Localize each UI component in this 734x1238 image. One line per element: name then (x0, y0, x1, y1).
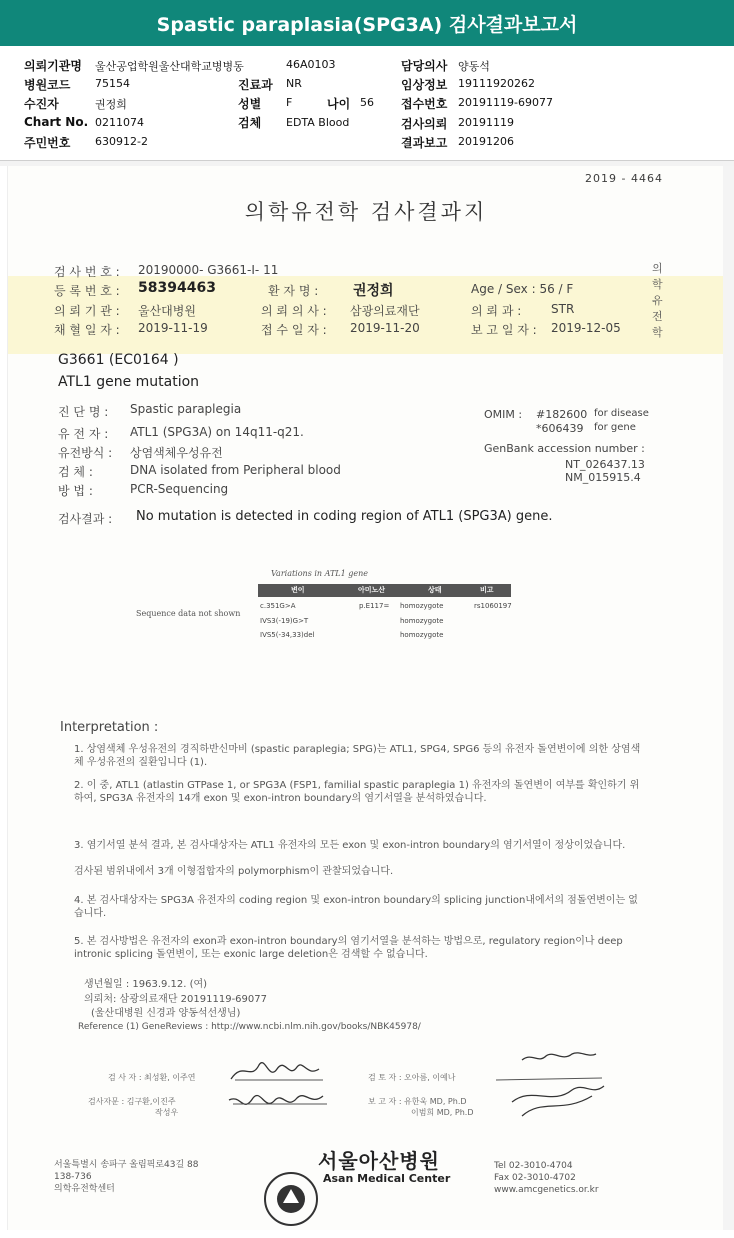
document-number: 2019 - 4464 (585, 172, 663, 185)
scan-title: 의학유전학 검사결과지 (244, 200, 488, 224)
signature-label-2: 검사자문 : 김구환,이진주 (88, 1097, 176, 1106)
doctor-value: 양동석 (458, 60, 490, 73)
report-date-value: 2019-12-05 (551, 321, 621, 335)
hospital-logo-english: Asan Medical Center (323, 1172, 451, 1185)
hospital-code-label: 병원코드 (24, 78, 71, 92)
rrn-value: 630912-2 (95, 135, 148, 148)
inheritance-label: 유전방식 : (58, 446, 113, 460)
vt-header-amino: 아미노산 (358, 586, 386, 594)
doctor-label: 담당의사 (401, 59, 448, 73)
request-value: 20191119 (458, 116, 514, 129)
patient-name-value: 권정희 (353, 283, 394, 299)
department-label: 진료과 (238, 78, 273, 92)
sequence-note: Sequence data not shown (136, 609, 241, 618)
test-no-value: 20190000- G3661-I- 11 (138, 263, 279, 277)
omim-label: OMIM : (484, 408, 523, 421)
result-text: No mutation is detected in coding region of ATL1 (SPG3A) gene. (136, 509, 553, 524)
interpretation-4: 4. 본 검사대상자는 SPG3A 유전자의 coding region 및 exon-intron boundary의 splicing junction내에서의 점돌연변이는 없습니다. (74, 895, 638, 919)
diagnosis-label: 진 단 명 : (58, 405, 109, 419)
table-cell: c.351G>A (260, 602, 296, 610)
signature-label-4: 보 고 자 : 유한욱 MD, Ph.D (368, 1097, 467, 1106)
test-name: ATL1 gene mutation (58, 374, 200, 390)
institution-value: 울산공업학원울산대학교병병동 (95, 60, 244, 73)
interpretation-3b: 검사된 범위내에서 3개 이형접합자의 polymorphism이 관찰되었습니다. (74, 866, 394, 877)
telephone: Tel 02-3010-4704 (494, 1161, 573, 1171)
website: www.amcgenetics.or.kr (494, 1185, 599, 1195)
genbank-2: NM_015915.4 (565, 471, 641, 484)
variation-title: Variations in ATL1 gene (271, 569, 368, 578)
test-code: G3661 (EC0164 ) (58, 352, 179, 368)
table-cell: rs1060197 (474, 602, 512, 610)
vt-header-note: 비고 (480, 586, 494, 594)
genbank-label: GenBank accession number : (484, 442, 645, 455)
table-cell: IVS5(-34,33)del (260, 631, 315, 639)
inst-value: 울산대병원 (138, 304, 196, 318)
report-date-label: 보 고 일 자 : (471, 323, 537, 337)
result-label: 검사결과 : (58, 512, 113, 526)
table-cell: homozygote (400, 602, 444, 610)
clinical-value: 19111920262 (458, 77, 535, 90)
interpretation-5: 5. 본 검사방법은 유전자의 exon과 exon-intron boundary의 염기서열을 분석하는 방법으로, regulatory region이나 deep intronic splicing 돌연변이, 또는 exonic large deletion은 검색할 수 없습니다. (74, 936, 623, 960)
scanned-report (7, 166, 723, 1230)
specimen-label: 검체 (238, 116, 262, 130)
hospital-code-value: 75154 (95, 77, 130, 90)
side-vertical-text: 의학유전학 (652, 262, 663, 339)
table-cell: IVS3(-19)G>T (260, 617, 309, 625)
genbank-1: NT_026437.13 (565, 458, 645, 471)
chart-label: Chart No. (24, 115, 89, 129)
signature-label-4-sub: 이범희 MD, Ph.D (411, 1108, 474, 1117)
clinical-label: 임상정보 (401, 78, 448, 92)
method-value: PCR-Sequencing (130, 482, 229, 496)
omim-disease: #182600 (536, 408, 588, 421)
dept-value: STR (551, 302, 575, 316)
omim-gene-note: for gene (594, 422, 636, 433)
reg-no-value: 58394463 (138, 280, 216, 296)
department-value: NR (286, 77, 302, 90)
vt-header-status: 상태 (428, 586, 442, 594)
inheritance-value: 상염색체우성유전 (130, 446, 223, 460)
patient-name-label: 환 자 명 : (268, 284, 319, 298)
test-no-label: 검 사 번 호 : (54, 265, 120, 279)
draw-date-value: 2019-11-19 (138, 321, 208, 335)
report-title: Spastic paraplasia(SPG3A) 검사결과보고서 (0, 0, 734, 46)
receipt-date-value: 2019-11-20 (350, 321, 420, 335)
rrn-label: 주민번호 (24, 136, 71, 150)
scan-edge (723, 166, 734, 1230)
report-label: 결과보고 (401, 136, 448, 150)
signature-label-3: 검 토 자 : 오아름, 이예나 (368, 1073, 456, 1082)
scan-doctor-value: 삼광의료재단 (350, 304, 420, 318)
scan-doctor-label: 의 뢰 의 사 : (261, 304, 327, 318)
table-cell: p.E117= (359, 602, 390, 610)
age-label: 나이 (327, 97, 351, 111)
age-sex: Age / Sex : 56 / F (471, 282, 574, 296)
signature-3 (492, 1046, 612, 1126)
signature-label-1: 검 사 자 : 최성환, 이주연 (108, 1073, 196, 1082)
address-1: 서울특별시 송파구 올림픽로43길 88 (54, 1160, 199, 1170)
patient-info-panel (0, 46, 734, 161)
address-3: 의학유전학센터 (54, 1184, 115, 1194)
interpretation-3: 3. 염기서열 분석 결과, 본 검사대상자는 ATL1 유전자의 모든 exon 및 exon-intron boundary의 염기서열이 정상이었습니다. (74, 840, 626, 851)
request-label: 검사의뢰 (401, 117, 448, 131)
patient-label: 수진자 (24, 97, 59, 111)
requester-sub: (울산대병원 신경과 양동석선생님) (91, 1008, 241, 1019)
interpretation-1: 1. 상염색체 우성유전의 경직하반신마비 (spastic paraplegia; SPG)는 ATL1, SPG4, SPG6 등의 유전자 돌연변이에 의한 상염색체 우성유전의 질환입니다 (1). (74, 744, 641, 768)
omim-gene: *606439 (536, 422, 584, 435)
interpretation-title: Interpretation : (60, 720, 159, 735)
method-label: 방 법 : (58, 484, 93, 498)
draw-date-label: 채 혈 일 자 : (54, 323, 120, 337)
address-2: 138-736 (54, 1172, 92, 1182)
gene-label: 유 전 자 : (58, 427, 109, 441)
age-value: 56 (360, 96, 374, 109)
hospital-logo-korean: 서울아산병원 (318, 1149, 440, 1173)
diagnosis-value: Spastic paraplegia (130, 402, 242, 416)
receipt-no-value: 20191119-69077 (458, 96, 553, 109)
asan-foundation-seal-icon (263, 1171, 319, 1227)
table-cell: homozygote (400, 631, 444, 639)
report-value: 20191206 (458, 135, 514, 148)
signature-2 (223, 1084, 333, 1120)
omim-disease-note: for disease (594, 408, 649, 419)
gene-value: ATL1 (SPG3A) on 14q11-q21. (130, 425, 304, 439)
scan-specimen-label: 검 체 : (58, 465, 93, 479)
institution-code: 46A0103 (286, 58, 336, 71)
receipt-date-label: 접 수 일 자 : (261, 323, 327, 337)
dept-label: 의 뢰 과 : (471, 304, 522, 318)
sex-label: 성별 (238, 97, 262, 111)
scan-specimen-value: DNA isolated from Peripheral blood (130, 463, 341, 477)
fax: Fax 02-3010-4702 (494, 1173, 576, 1183)
vt-header-variant: 변이 (291, 586, 305, 594)
signature-label-2-sub: 작성우 (155, 1108, 179, 1117)
table-cell: homozygote (400, 617, 444, 625)
institution-label: 의뢰기관명 (24, 59, 82, 73)
receipt-no-label: 접수번호 (401, 97, 448, 111)
sex-value: F (286, 96, 293, 109)
patient-value: 권정희 (95, 98, 127, 111)
specimen-value: EDTA Blood (286, 116, 350, 129)
chart-value: 0211074 (95, 116, 144, 129)
birth-date: 생년월일 : 1963.9.12. (여) (84, 979, 208, 990)
requester: 의뢰처: 삼광의료재단 20191119-69077 (84, 994, 267, 1005)
inst-label: 의 뢰 기 관 : (54, 304, 120, 318)
interpretation-2: 2. 이 중, ATL1 (atlastin GTPase 1, or SPG3A (FSP1, familial spastic paraplegia 1) 유전자의 돌연변이 여부를 확인하기 위하여, SPG3A 유전자의 14개 exon 및 exon-intron boundary의 염기서열을 분석하였습니다. (74, 780, 640, 804)
reference: Reference (1) GeneReviews : http://www.ncbi.nlm.nih.gov/books/NBK45978/ (78, 1022, 421, 1032)
reg-no-label: 등 록 번 호 : (54, 284, 120, 298)
